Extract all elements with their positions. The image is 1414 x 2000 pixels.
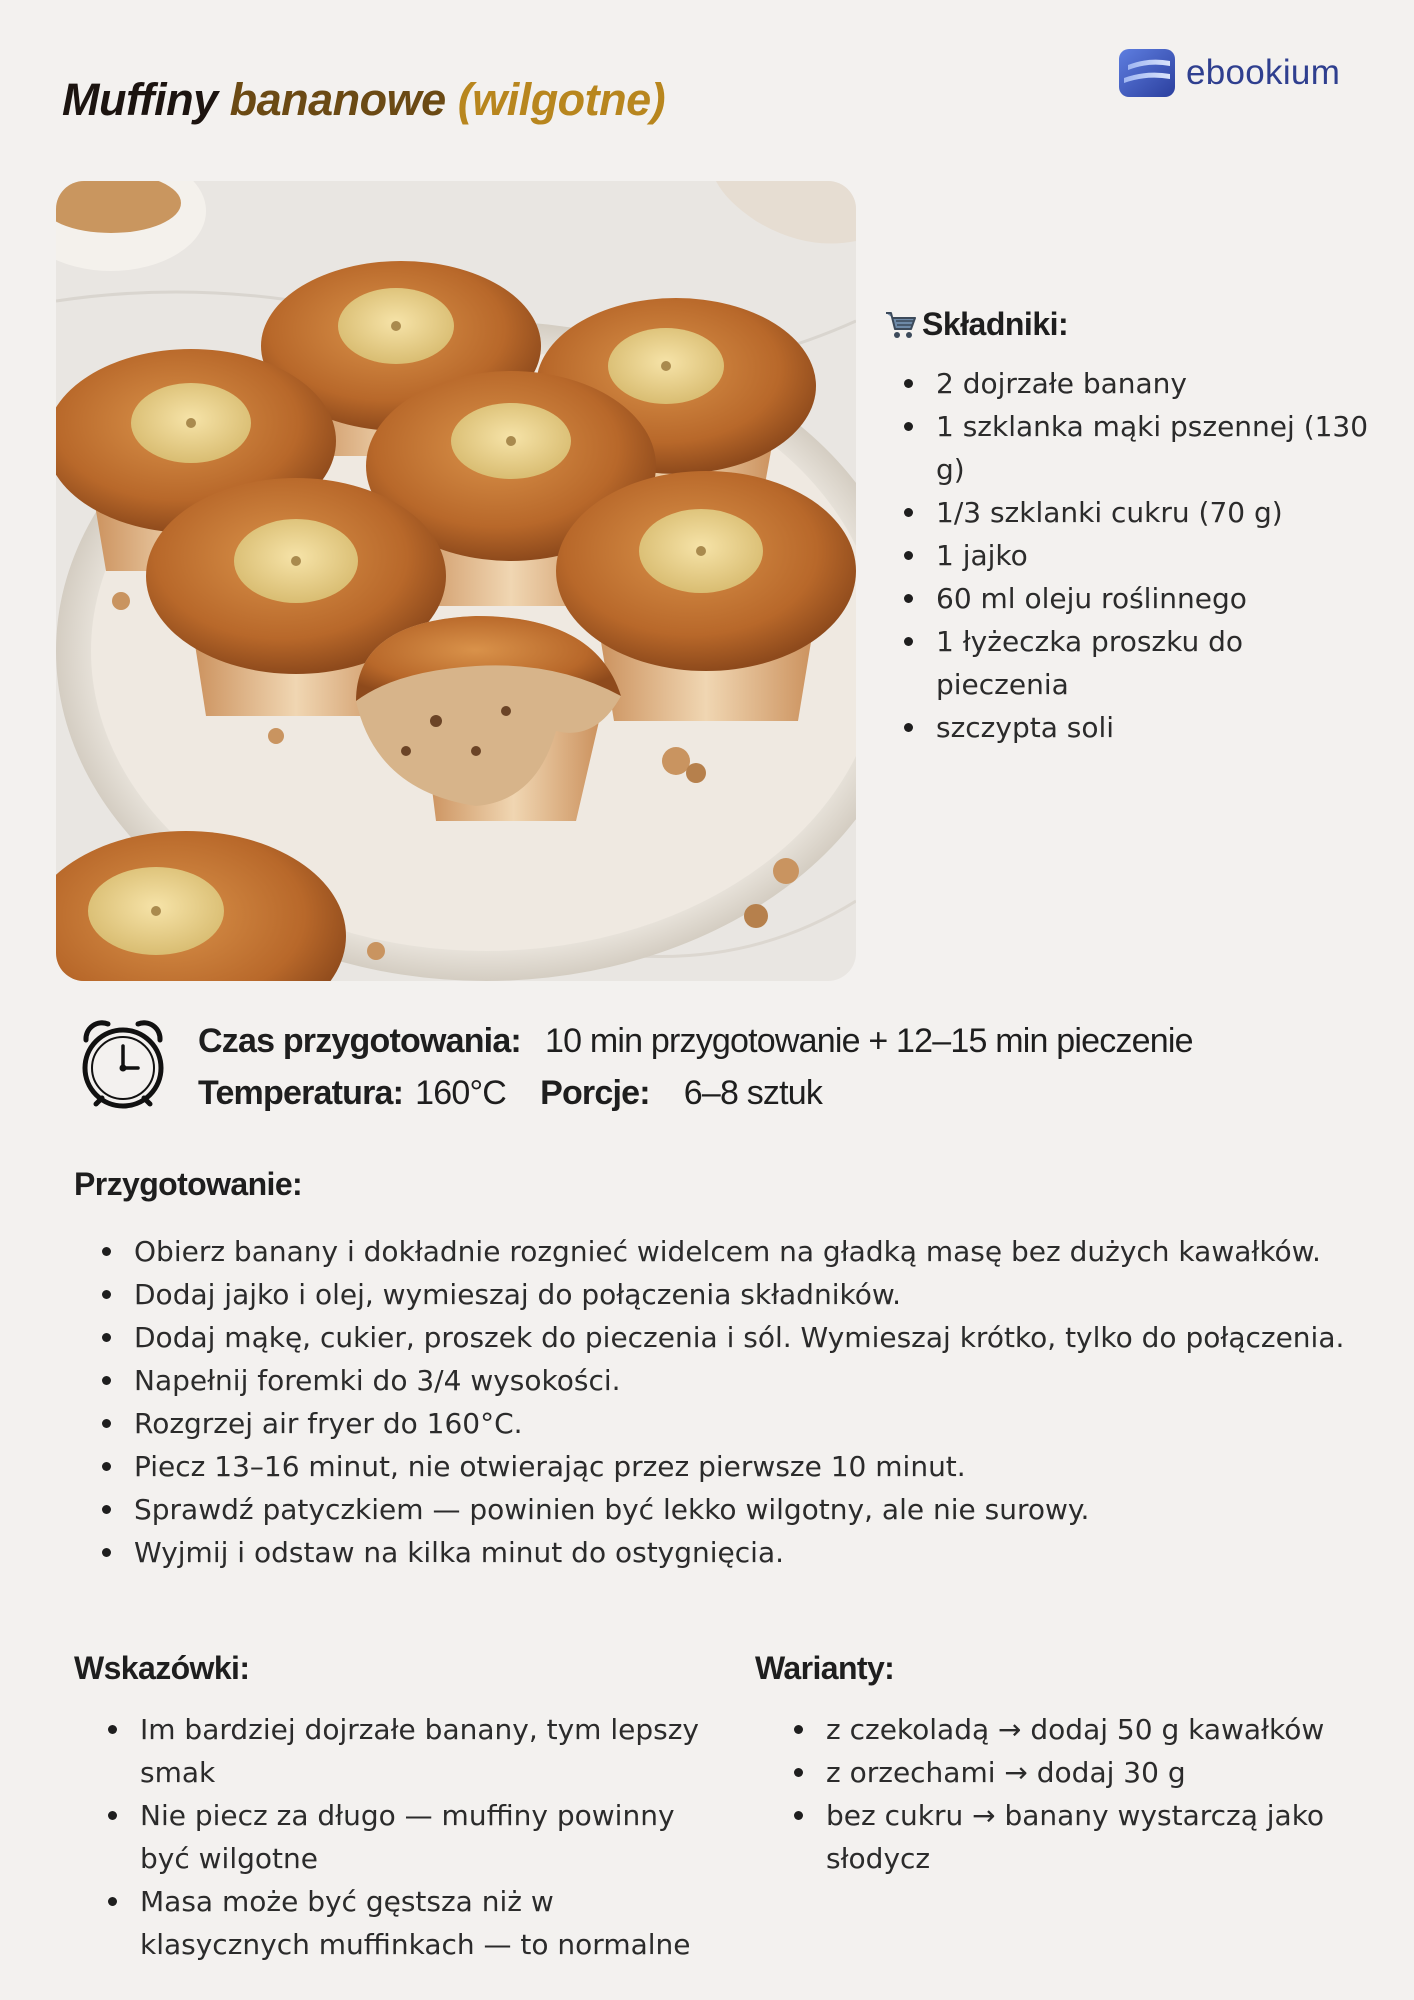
- tip-item: Im bardziej dojrzałe banany, tym lepszy smak: [140, 1708, 720, 1794]
- brand-logo: [1118, 48, 1340, 98]
- title-part-wilgotne: (wilgotne): [457, 74, 666, 125]
- ingredient-item: 60 ml oleju roślinnego: [936, 577, 1376, 620]
- preparation-step: Rozgrzej air fryer do 160°C.: [134, 1402, 1384, 1445]
- ebookium-logo-icon: [1118, 48, 1176, 98]
- temperature-value: 160°C: [415, 1074, 507, 1112]
- prep-time-value: 10 min przygotowanie + 12–15 min pieczenie: [544, 1022, 1193, 1060]
- prep-time-label: Czas przygotowania:: [198, 1022, 521, 1060]
- prep-time-row: [198, 1022, 1193, 1061]
- preparation-step: Dodaj jajko i olej, wymieszaj do połączenia składników.: [134, 1273, 1384, 1316]
- ingredient-item: 1 szklanka mąki pszennej (130 g): [936, 405, 1376, 491]
- ingredient-item: 1 łyżeczka proszku do pieczenia: [936, 620, 1376, 706]
- page-title: [62, 74, 665, 126]
- temperature-label: Temperatura:: [198, 1074, 404, 1112]
- preparation-step: Sprawdź patyczkiem — powinien być lekko wilgotny, ale nie surowy.: [134, 1488, 1384, 1531]
- title-part-bananowe: bananowe: [229, 74, 458, 125]
- brand-name: ebookium: [1186, 53, 1341, 92]
- title-part-muffiny: Muffiny: [62, 74, 230, 125]
- ingredient-item: 1/3 szklanki cukru (70 g): [936, 491, 1376, 534]
- preparation-step: Dodaj mąkę, cukier, proszek do pieczenia i sól. Wymieszaj krótko, tylko do połączenia.: [134, 1316, 1384, 1359]
- alarm-clock-icon: [76, 1016, 170, 1112]
- variant-item: z czekoladą → dodaj 50 g kawałków: [826, 1708, 1346, 1751]
- variant-item: bez cukru → banany wystarczą jako słodycz: [826, 1794, 1346, 1880]
- servings-value: 6–8 sztuk: [683, 1074, 823, 1112]
- variants-heading: Warianty:: [755, 1650, 895, 1686]
- preparation-step: Napełnij foremki do 3/4 wysokości.: [134, 1359, 1384, 1402]
- variant-item: z orzechami → dodaj 30 g: [826, 1751, 1346, 1794]
- servings-label: Porcje:: [540, 1074, 650, 1112]
- ingredient-item: szczypta soli: [936, 706, 1376, 749]
- tips-heading: Wskazówki:: [74, 1650, 250, 1686]
- ingredients-heading: [884, 306, 1068, 343]
- shopping-cart-icon: [884, 309, 918, 341]
- ingredients-list: [936, 362, 1376, 749]
- preparation-step: Wyjmij i odstaw na kilka minut do ostygnięcia.: [134, 1531, 1384, 1574]
- tips-list: [140, 1708, 720, 1966]
- variants-list: [826, 1708, 1346, 1880]
- preparation-steps: [134, 1230, 1384, 1574]
- ingredient-item: 2 dojrzałe banany: [936, 362, 1376, 405]
- tip-item: Masa może być gęstsza niż w klasycznych muffinkach — to normalne: [140, 1880, 720, 1966]
- preparation-step: Piecz 13–16 minut, nie otwierając przez pierwsze 10 minut.: [134, 1445, 1384, 1488]
- temp-servings-row: [198, 1074, 822, 1113]
- muffins-photo: [56, 181, 856, 981]
- ingredient-item: 1 jajko: [936, 534, 1376, 577]
- preparation-heading: Przygotowanie:: [74, 1166, 303, 1202]
- tip-item: Nie piecz za długo — muffiny powinny być wilgotne: [140, 1794, 720, 1880]
- ingredients-title: Składniki:: [922, 306, 1069, 342]
- preparation-step: Obierz banany i dokładnie rozgnieć widelcem na gładką masę bez dużych kawałków.: [134, 1230, 1384, 1273]
